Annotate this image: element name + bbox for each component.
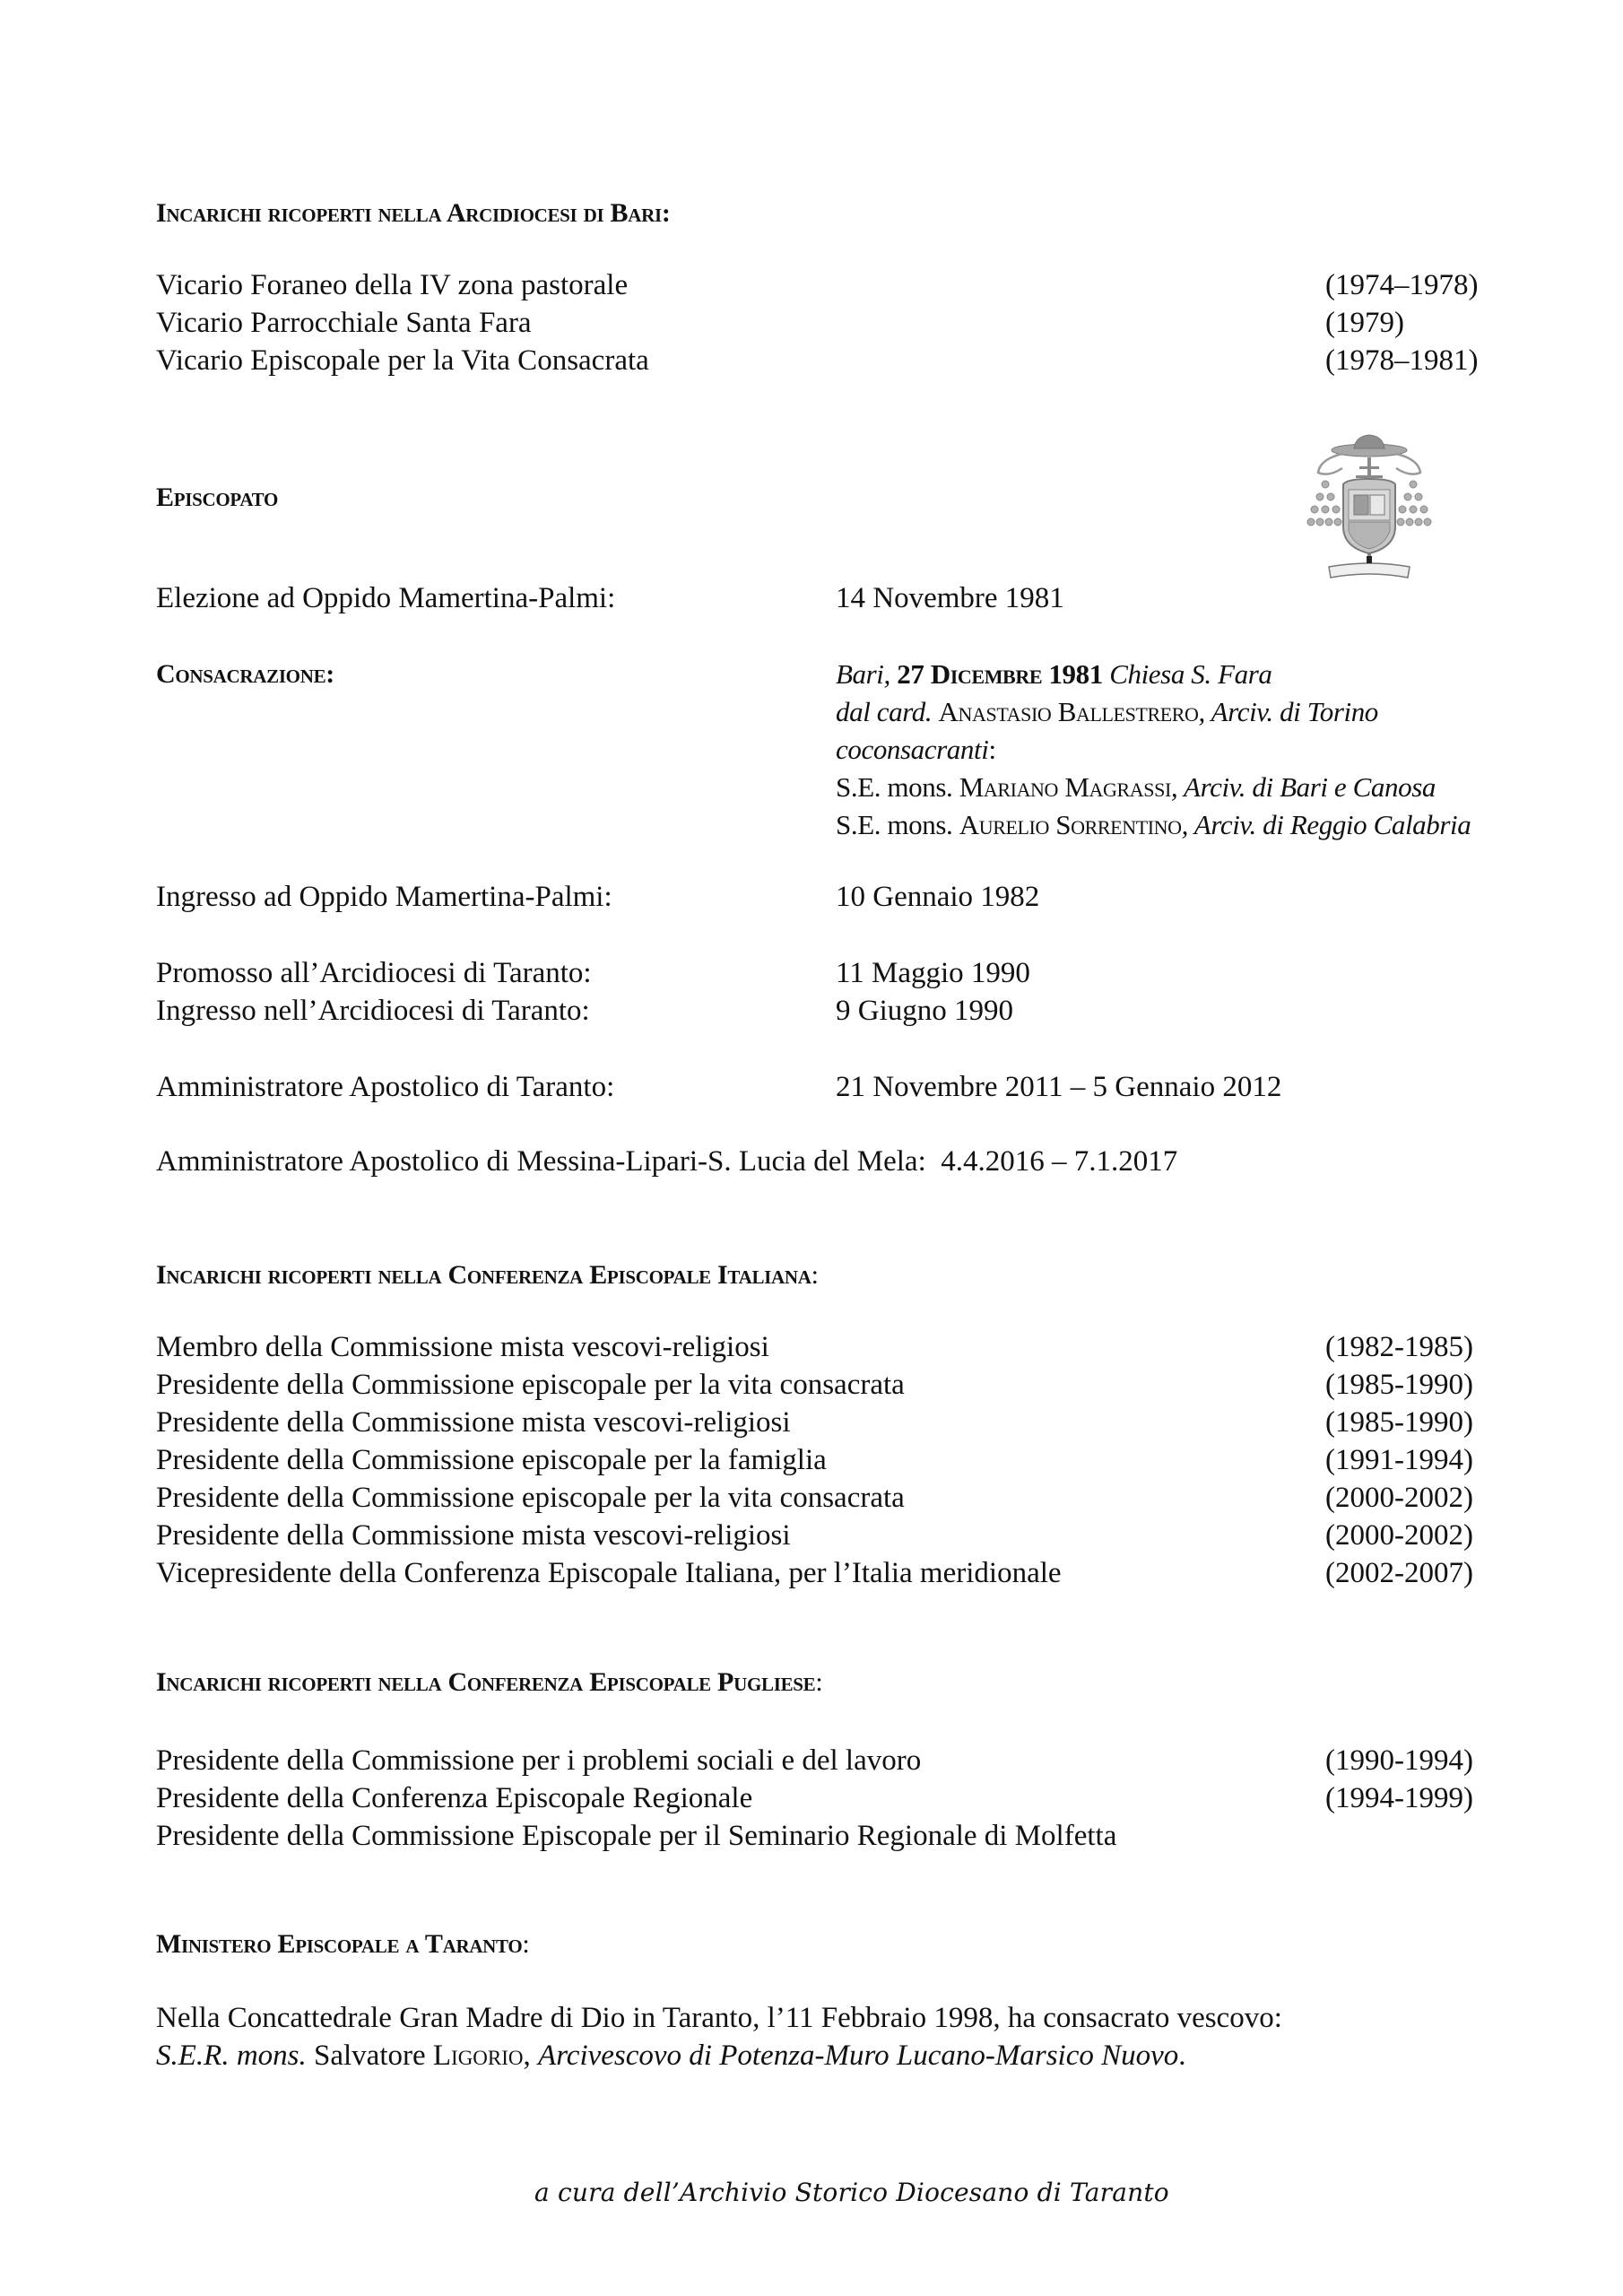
section-heading-ministero: [156, 1926, 529, 1963]
amministratore-taranto-value: 21 Novembre 2011 – 5 Gennaio 2012: [836, 1071, 1282, 1103]
section-heading-cei: [156, 1257, 819, 1294]
cep-years-1: (1990-1994): [1325, 1744, 1473, 1777]
consacrazione-date: 27 Dicembre 1981: [897, 658, 1103, 690]
consacrazione-label: Consacrazione:: [156, 659, 334, 689]
heading-text: Ministero Episcopale a Taranto: [156, 1929, 523, 1959]
promosso-value: 11 Maggio 1990: [836, 957, 1030, 989]
cep-role-2: Presidente della Conferenza Episcopale Regionale: [156, 1782, 753, 1814]
consecrator-title: , Arciv. di Torino: [1198, 696, 1378, 727]
heading-colon: :: [811, 1260, 819, 1290]
heading-text: Incarichi ricoperti nella Conferenza Episcopale Italiana: [156, 1260, 812, 1290]
cei-role-1: Membro della Commissione mista vescovi-religiosi: [156, 1331, 769, 1363]
co-consecrator-2-name: Aurelio Sorrentino: [959, 809, 1182, 840]
amministratore-messina: Amministratore Apostolico di Messina-Lipari-S. Lucia del Mela: 4.4.2016 – 7.1.2017: [156, 1145, 1178, 1178]
consecrator-prefix: dal card.: [836, 696, 933, 727]
bari-years-2: (1979): [1325, 307, 1404, 339]
ministero-line-1: Nella Concattedrale Gran Madre di Dio in Taranto, l’11 Febbraio 1998, ha consacrato vescovo:: [156, 2002, 1282, 2034]
consacrazione-line-5: [836, 806, 1471, 844]
bari-years-1: (1974–1978): [1325, 269, 1479, 301]
consecrated-end: .: [1178, 2039, 1186, 2072]
co-consecrator-2-title: , Arciv. di Reggio Calabria: [1181, 809, 1471, 840]
cei-years-6: (2000-2002): [1325, 1519, 1473, 1552]
heading-colon: :: [661, 198, 671, 228]
ingresso-value: 10 Gennaio 1982: [836, 881, 1040, 913]
cei-years-4: (1991-1994): [1325, 1444, 1473, 1476]
consecrated-comma: ,: [523, 2039, 539, 2072]
consecrated-see: Arcivescovo di Potenza-Muro Lucano-Marsico Nuovo: [538, 2039, 1179, 2072]
heading-text: Incarichi ricoperti nella Conferenza Episcopale Pugliese: [156, 1667, 816, 1697]
consacrazione-church: Chiesa S. Fara: [1109, 658, 1272, 690]
consecrated-first-name: Salvatore: [306, 2039, 433, 2072]
consecrated-title: S.E.R. mons.: [156, 2039, 307, 2072]
heading-colon: :: [815, 1667, 823, 1697]
cei-years-1: (1982-1985): [1325, 1331, 1473, 1363]
coat-of-arms-icon: [1302, 432, 1436, 589]
cei-role-5: Presidente della Commissione episcopale per la vita consacrata: [156, 1482, 905, 1514]
consecrator-name: Anastasio Ballestrero: [938, 696, 1199, 727]
cep-role-1: Presidente della Commissione per i problemi sociali e del lavoro: [156, 1744, 922, 1777]
section-heading-cep: [156, 1664, 822, 1701]
consacrazione-line-2: [836, 693, 1378, 731]
cep-role-3: Presidente della Commissione Episcopale per il Seminario Regionale di Molfetta: [156, 1820, 1117, 1852]
elezione-label: Elezione ad Oppido Mamertina-Palmi:: [156, 582, 616, 614]
coconsacranti-colon: :: [988, 734, 996, 765]
bari-role-1: Vicario Foraneo della IV zona pastorale: [156, 269, 629, 301]
cep-years-2: (1994-1999): [1325, 1782, 1473, 1814]
heading-colon: :: [522, 1929, 530, 1959]
co-consecrator-1-name: Mariano Magrassi: [959, 771, 1171, 803]
cei-role-4: Presidente della Commissione episcopale per la famiglia: [156, 1444, 827, 1476]
cei-years-7: (2002-2007): [1325, 1557, 1473, 1589]
ingresso-label: Ingresso ad Oppido Mamertina-Palmi:: [156, 881, 612, 913]
coconsacranti-label: coconsacranti: [836, 734, 989, 765]
promosso-label: Promosso all’Arcidiocesi di Taranto:: [156, 957, 592, 989]
bari-role-2: Vicario Parrocchiale Santa Fara: [156, 307, 532, 339]
consacrazione-line-3: [836, 731, 996, 769]
cei-years-3: (1985-1990): [1325, 1406, 1473, 1439]
co-consecrator-1-title: , Arciv. di Bari e Canosa: [1170, 771, 1436, 803]
cei-role-6: Presidente della Commissione mista vescovi-religiosi: [156, 1519, 791, 1552]
cei-years-5: (2000-2002): [1325, 1482, 1473, 1514]
consacrazione-line-1: [836, 656, 1271, 693]
ingresso-taranto-label: Ingresso nell’Arcidiocesi di Taranto:: [156, 995, 590, 1027]
amministratore-taranto-label: Amministratore Apostolico di Taranto:: [156, 1071, 615, 1103]
ingresso-taranto-value: 9 Giugno 1990: [836, 995, 1013, 1027]
section-heading-bari: [156, 195, 671, 232]
bari-years-3: (1978–1981): [1325, 344, 1479, 377]
consecrated-surname: Ligorio: [432, 2039, 524, 2072]
section-heading-episcopato: Episcopato: [156, 483, 279, 512]
co-consecrator-2-prefix: S.E. mons.: [836, 809, 953, 840]
co-consecrator-1-prefix: S.E. mons.: [836, 771, 953, 803]
cei-years-2: (1985-1990): [1325, 1369, 1473, 1401]
heading-text: Incarichi ricoperti nella Arcidiocesi di Bari: [156, 198, 662, 228]
cei-role-7: Vicepresidente della Conferenza Episcopale Italiana, per l’Italia meridionale: [156, 1557, 1062, 1589]
footer-credit: a cura dell’Archivio Storico Diocesano di Taranto: [534, 2178, 1169, 2207]
cei-role-2: Presidente della Commissione episcopale per la vita consacrata: [156, 1369, 905, 1401]
cei-role-3: Presidente della Commissione mista vescovi-religiosi: [156, 1406, 791, 1439]
bari-role-3: Vicario Episcopale per la Vita Consacrata: [156, 344, 649, 377]
ministero-line-2: [156, 2037, 1186, 2074]
consacrazione-line-4: [836, 769, 1436, 806]
consacrazione-place: Bari,: [836, 658, 890, 690]
elezione-value: 14 Novembre 1981: [836, 582, 1064, 614]
